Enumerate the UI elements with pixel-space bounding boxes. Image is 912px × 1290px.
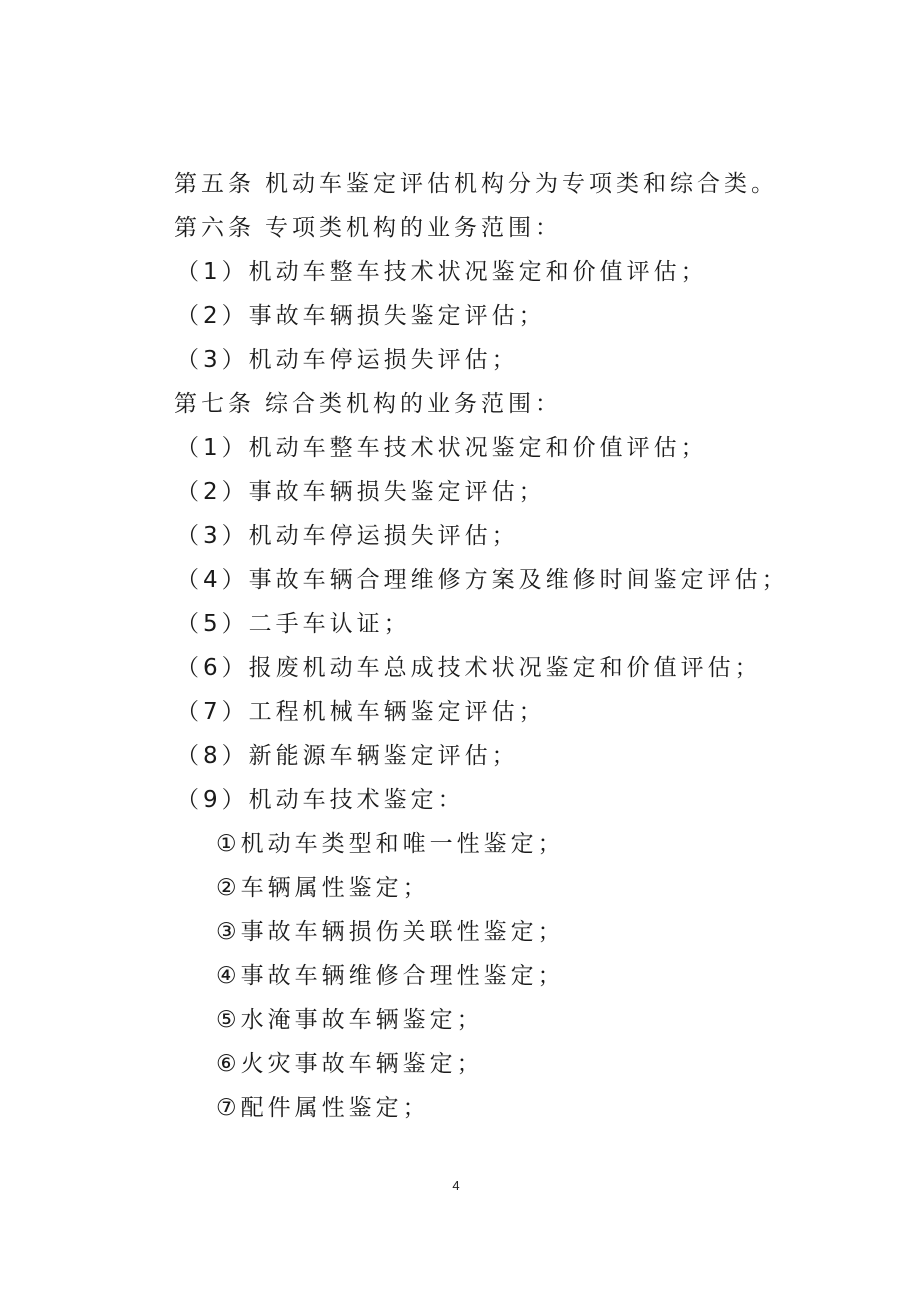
article-7-item-6: （6）报废机动车总成技术状况鉴定和价值评估； bbox=[176, 655, 762, 681]
document-body bbox=[0, 162, 912, 1130]
article-5 bbox=[0, 162, 912, 206]
article-6-item-2: （2）事故车辆损失鉴定评估； bbox=[176, 303, 546, 329]
article-7-subitem-7: ⑦配件属性鉴定； bbox=[216, 1095, 430, 1121]
article-6 bbox=[0, 206, 912, 250]
page-number: 4 bbox=[452, 1178, 460, 1193]
article-7-subitem-2: ②车辆属性鉴定； bbox=[216, 875, 430, 901]
article-7-label: 第七条 bbox=[174, 391, 255, 417]
article-6-label: 第六条 bbox=[174, 215, 255, 241]
article-7 bbox=[0, 382, 912, 426]
article-7-subitem-4: ④事故车辆维修合理性鉴定； bbox=[216, 963, 565, 989]
article-7-item-3: （3）机动车停运损失评估； bbox=[176, 523, 519, 549]
article-7-item-9: （9）机动车技术鉴定： bbox=[176, 787, 465, 813]
article-7-subitem-1: ①机动车类型和唯一性鉴定； bbox=[216, 831, 565, 857]
article-7-subitem-6: ⑥火灾事故车辆鉴定； bbox=[216, 1051, 484, 1077]
article-7-item-2: （2）事故车辆损失鉴定评估； bbox=[176, 479, 546, 505]
article-7-item-7: （7）工程机械车辆鉴定评估； bbox=[176, 699, 546, 725]
article-6-item-1: （1）机动车整车技术状况鉴定和价值评估； bbox=[176, 259, 708, 285]
article-6-item-3: （3）机动车停运损失评估； bbox=[176, 347, 519, 373]
article-7-subitem-5: ⑤水淹事故车辆鉴定； bbox=[216, 1007, 484, 1033]
article-5-label: 第五条 bbox=[174, 171, 255, 197]
article-7-item-4: （4）事故车辆合理维修方案及维修时间鉴定评估； bbox=[176, 567, 789, 593]
article-7-item-8: （8）新能源车辆鉴定评估； bbox=[176, 743, 519, 769]
article-5-text: 机动车鉴定评估机构分为专项类和综合类。 bbox=[265, 171, 778, 197]
article-6-text: 专项类机构的业务范围： bbox=[265, 215, 562, 241]
article-7-item-5: （5）二手车认证； bbox=[176, 611, 411, 637]
article-7-subitem-3: ③事故车辆损伤关联性鉴定； bbox=[216, 919, 565, 945]
article-7-text: 综合类机构的业务范围： bbox=[265, 391, 562, 417]
article-7-item-1: （1）机动车整车技术状况鉴定和价值评估； bbox=[176, 435, 708, 461]
